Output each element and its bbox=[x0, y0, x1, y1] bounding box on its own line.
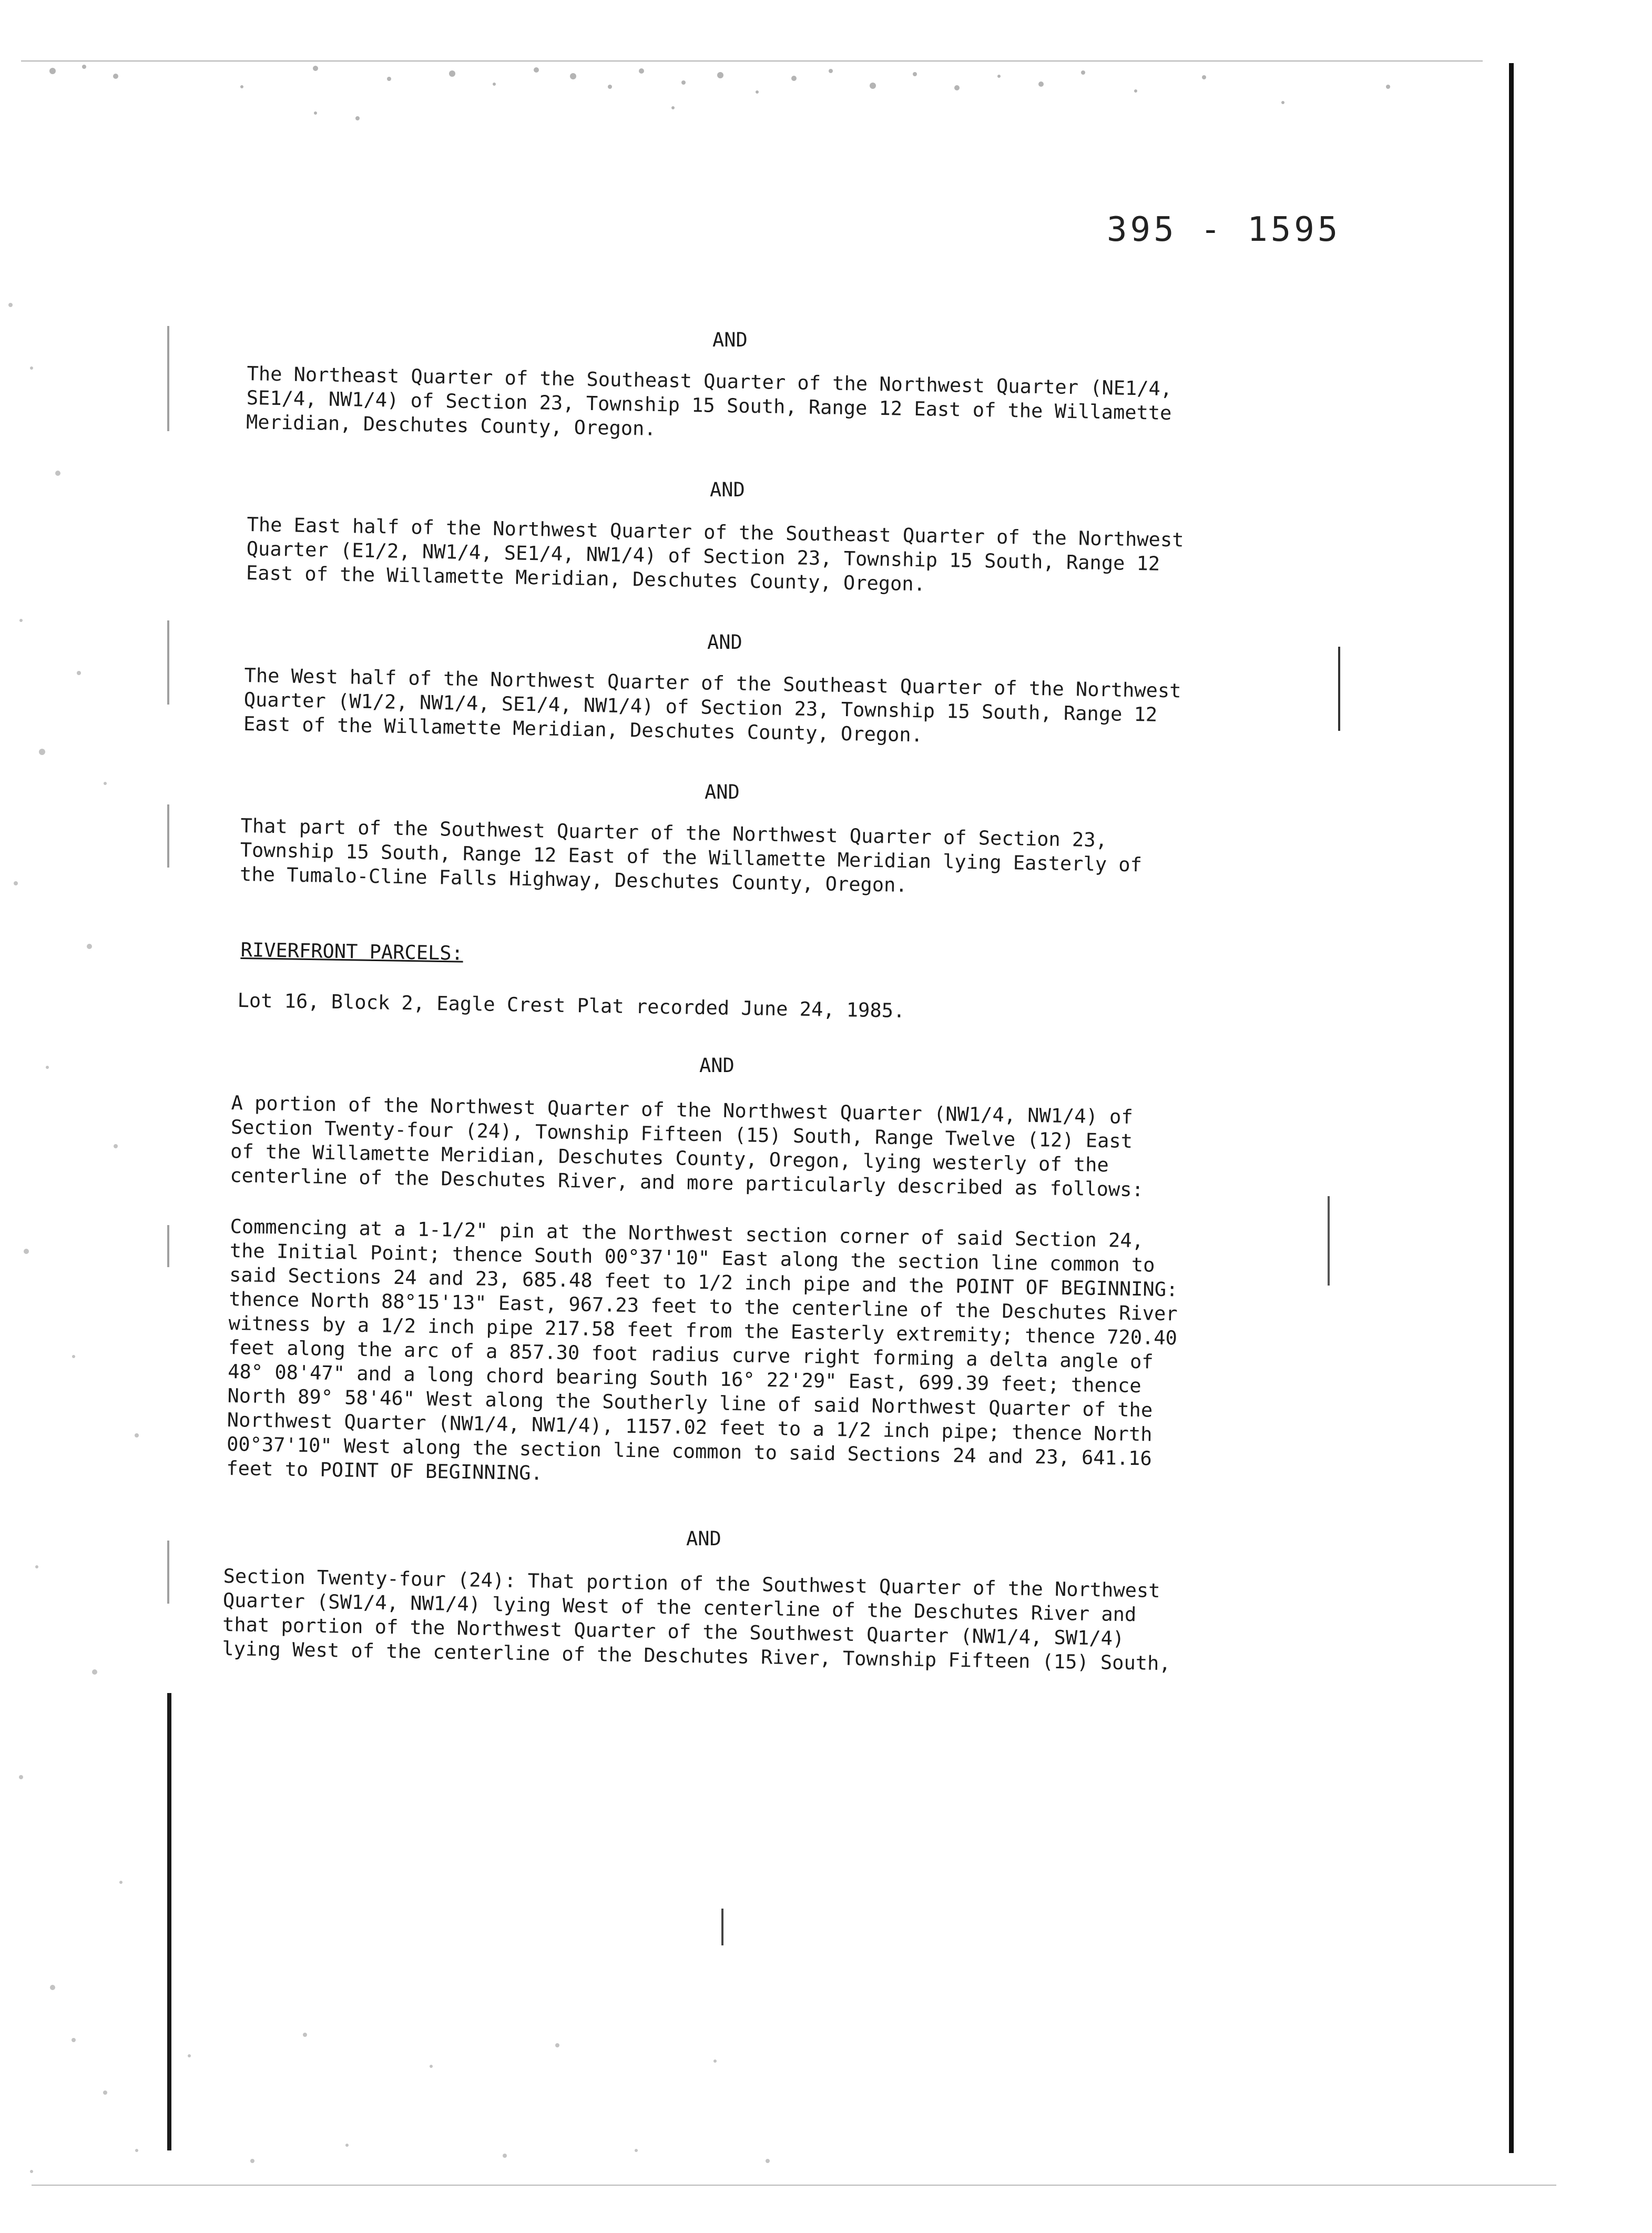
lot-description: Lot 16, Block 2, Eagle Crest Plat recorded June 24, 1985. bbox=[237, 988, 905, 1022]
and-separator: AND bbox=[712, 329, 748, 351]
section-heading: RIVERFRONT PARCELS: bbox=[240, 939, 464, 965]
and-separator: AND bbox=[705, 781, 740, 803]
parcel-description: That part of the Southwest Quarter of the Northwest Quarter of Section 23, Township 15 South, Range 12 East of the Willamette Meridian lying Easterly of the Tumalo-Cline Falls Highway, Deschutes County, Oregon. bbox=[239, 814, 1143, 897]
parcel-description: A portion of the Northwest Quarter of the Northwest Quarter (NW1/4, NW1/4) of Section Twenty-four (24), Township Fifteen (15) South, Range Twelve (12) East of the Willamette Meridian, Deschutes County, Oregon, lying westerly of the centerline of the Deschutes River, and more particularly described as follows: bbox=[230, 1091, 1144, 1201]
scan-noise-bottom bbox=[32, 2019, 1556, 2219]
right-edge-rule bbox=[1509, 63, 1514, 2153]
and-separator: AND bbox=[699, 1054, 735, 1077]
parcel-description: Section Twenty-four (24): That portion of the Southwest Quarter of the Northwest Quarter (SW1/4, NW1/4) lying West of the centerline of the Deschutes River and that portion of the Northwest Quarter of the Southwest Quarter (NW1/4, SW1/4) lying West of the centerline of the Deschutes River, Township Fifteen (15) South, bbox=[222, 1564, 1171, 1675]
scan-noise-top bbox=[21, 55, 1483, 129]
parcel-description: The East half of the Northwest Quarter of the Southeast Quarter of the Northwest Quarter (E1/2, NW1/4, SE1/4, NW1/4) of Section 23, Township 15 South, Range 12 East of the Willamette Meridian, Deschutes County, Oregon. bbox=[246, 513, 1184, 596]
margin-mark bbox=[1328, 1196, 1330, 1286]
and-separator: AND bbox=[707, 631, 742, 654]
and-separator: AND bbox=[710, 478, 745, 501]
and-separator: AND bbox=[686, 1527, 721, 1550]
left-edge-rule bbox=[167, 1693, 171, 2150]
parcel-description: The West half of the Northwest Quarter of the Southeast Quarter of the Northwest Quarter (W1/2, NW1/4, SE1/4, NW1/4) of Section 23, Township 15 South, Range 12 East of the Willamette Meridian, Deschutes County, Oregon. bbox=[243, 664, 1181, 747]
stray-mark bbox=[721, 1909, 723, 1945]
page-number: 395 - 1595 bbox=[1107, 210, 1341, 249]
scan-noise-left bbox=[0, 147, 174, 2224]
margin-mark bbox=[1338, 647, 1340, 731]
metes-and-bounds: Commencing at a 1-1/2" pin at the Northwest section corner of said Section 24, the Initial Point; thence South 00°37'10" East along the section line common to said Sections 24 and 23, 685.48 feet to 1/2 inch pipe and the POINT OF BEGINNING: thence North 88°15'13" East, 967.23 feet to the centerline of the Deschutes River witness by a 1/2 inch pipe 217.58 feet from the Easterly extremity; thence 720.40 feet along the arc of a 857.30 foot radius curve right forming a delta angle of 48° 08'47" and a long chord bearing South 16° 22'29" East, 699.39 feet; thence North 89° 58'46" West along the Southerly line of said Northwest Quarter of the Northwest Quarter (NW1/4, NW1/4), 1157.02 feet to a 1/2 inch pipe; thence North 00°37'10" West along the section line common to said Sections 24 and 23, 641.16 feet to POINT OF BEGINNING. bbox=[226, 1215, 1178, 1485]
parcel-description: The Northeast Quarter of the Southeast Quarter of the Northwest Quarter (NE1/4, SE1/4, NW1/4) of Section 23, Township 15 South, Range 12 East of the Willamette Meridian, Deschutes County, Oregon. bbox=[246, 362, 1172, 440]
